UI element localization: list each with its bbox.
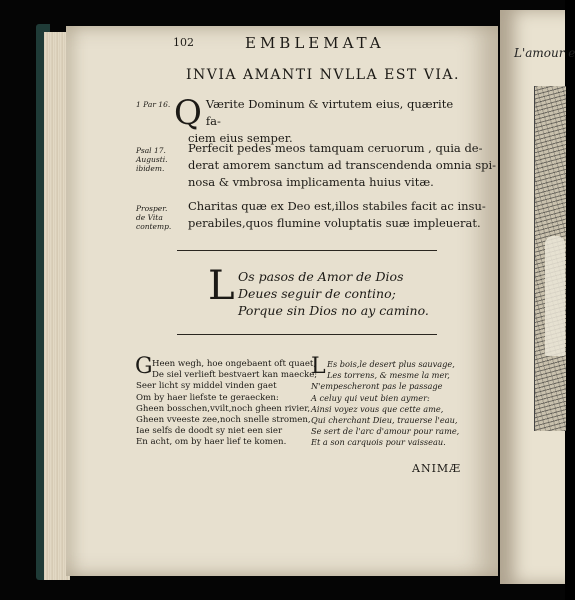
catchword: ANIMÆ [412,462,462,475]
verse-line: Porque sin Dios no ay camino. [238,303,429,318]
latin-line: Charitas quæ ex Deo est,illos stabiles facit ac insu- [188,199,486,213]
page-number: 102 [173,36,194,49]
verse-line: Se sert de l'arc d'amour pour rame, [311,426,460,437]
verse-line: N'empescheront pas le passage [311,381,443,392]
margin-line: Augusti. [136,155,168,164]
verse-line: Iae selfs de doodt sy niet een sier [136,426,283,437]
latin-line: Værite Dominum & virtutem eius, quærite fa- [205,97,454,128]
spanish-verse [238,268,429,319]
verse-line: Os pasos de Amor de Dios [238,269,404,284]
verse-line: Et a son carquois pour vaisseau. [311,437,446,448]
verse-line: Les torrens, & mesme la mer, [327,370,450,381]
margin-line: Psal 17. [136,146,166,155]
margin-line: de Vita [136,213,163,222]
latin-paragraph [188,140,496,191]
verse-line: A celuy qui veut bien aymer: [311,392,430,403]
latin-line: ciem eius semper. [188,131,293,145]
verse-line: Om by haer liefste te geraecken: [136,392,279,403]
drop-capital: L [208,263,235,309]
emblem-heading: INVIA AMANTI NVLLA EST VIA. [186,67,460,83]
divider-rule [177,334,437,335]
emblem-engraving [534,86,566,431]
verse-line: Deues seguir de contino; [238,286,396,301]
verse-line: De siel verlieft bestvaert kan maecke; [152,370,318,381]
verse-line: Es bois,le desert plus sauvage, [327,359,455,369]
margin-line: ibidem. [136,164,165,173]
margin-line: 1 Par 16. [136,100,171,109]
divider-rule [177,250,437,251]
latin-paragraph [188,198,486,232]
margin-reference [136,146,168,173]
latin-line: Perfecit pedes meos tamquam ceruorum , quia de- [188,141,483,155]
margin-line: Prosper. [136,204,168,213]
latin-line: perabiles,quos flumine voluptatis suæ impleuerat. [188,216,481,230]
facing-page-caption: L'amour e [514,46,575,60]
verse-line: Gheen bosschen,vvilt,noch gheen rivier, [136,403,311,414]
verse-line: Seer licht sy middel vinden gaet [136,381,277,392]
margin-reference [136,100,170,109]
margin-line: contemp. [136,222,172,231]
dutch-verse [136,359,318,449]
drop-capital: Q [174,93,202,133]
verse-line: Gheen vveeste zee,noch snelle stromen, [136,415,311,426]
engraving-figure [545,236,565,356]
latin-line: nosa & vmbrosa implicamenta huius vitæ. [188,175,434,189]
verse-line: En acht, om by haer lief te komen. [136,437,287,448]
french-verse [311,359,460,449]
verse-line: Heen wegh, hoe ongebaent oft quaet, [152,359,317,369]
latin-line: derat amorem sanctum ad transcendenda omnia spi- [188,158,497,172]
verse-line: Qui cherchant Dieu, trauerse l'eau, [311,415,458,426]
verse-line: Ainsi voyez vous que cette ame, [311,403,444,414]
drop-capital: L [311,354,326,379]
running-title: EMBLEMATA [245,34,385,52]
margin-reference [136,204,171,231]
drop-capital: G [135,354,153,379]
